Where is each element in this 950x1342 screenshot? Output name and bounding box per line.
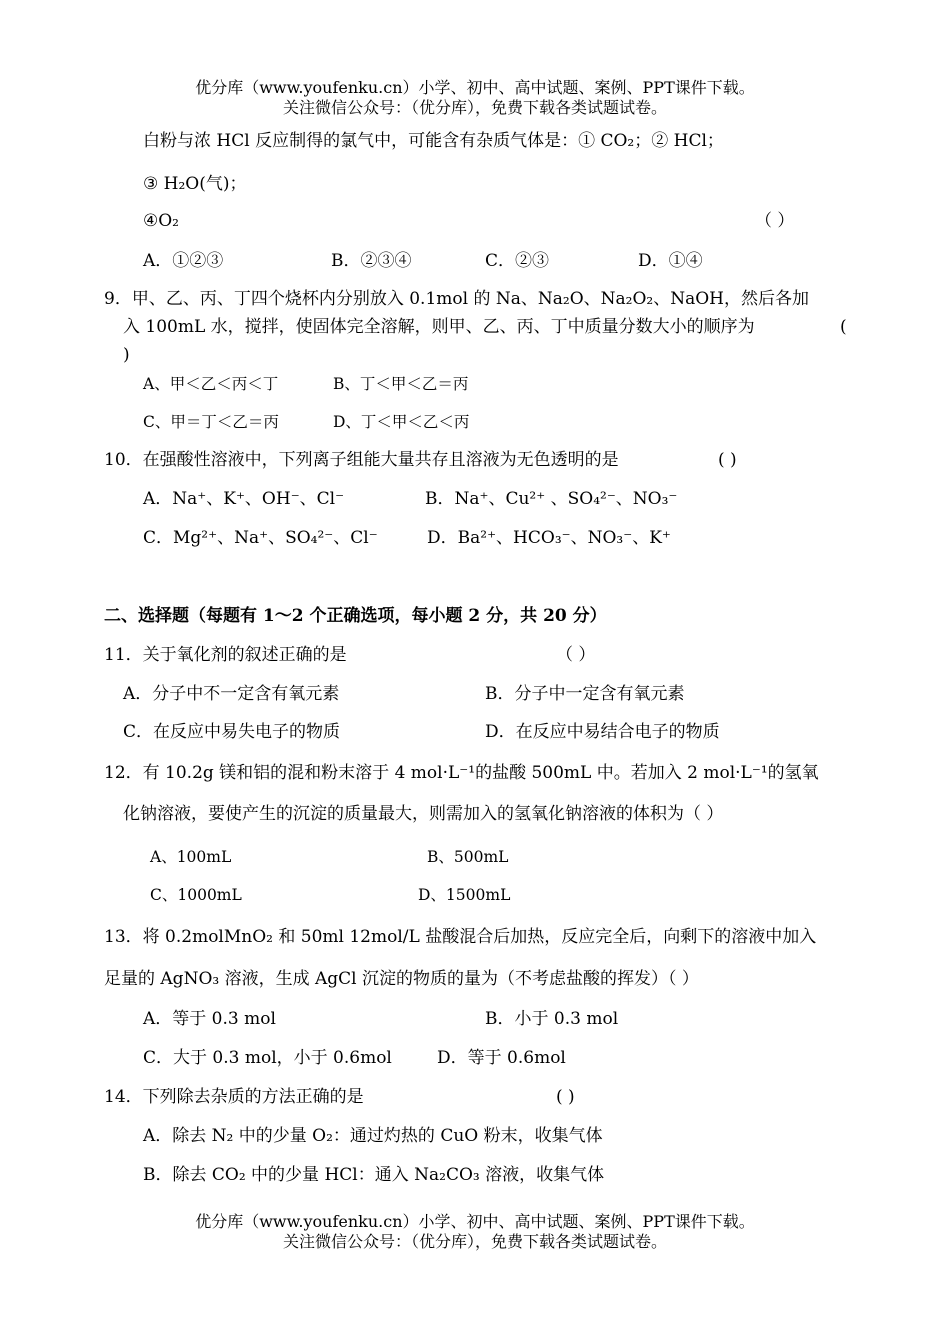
q12-option-d: D、1500mL bbox=[418, 886, 511, 904]
q11-option-c: C．在反应中易失电子的物质 bbox=[123, 722, 341, 742]
q13-option-b: B．小于 0.3 mol bbox=[485, 1009, 619, 1029]
q11-option-a: A．分子中不一定含有氧元素 bbox=[123, 684, 340, 704]
q10-option-a: A．Na⁺、K⁺、OH⁻、Cl⁻ bbox=[143, 489, 345, 509]
q11-answer-paren: （ ） bbox=[556, 645, 596, 665]
q13-option-a: A．等于 0.3 mol bbox=[143, 1009, 276, 1029]
q14-answer-paren: ( ) bbox=[556, 1087, 575, 1107]
q8-answer-paren: （ ） bbox=[755, 211, 795, 231]
q12-option-c: C、1000mL bbox=[150, 886, 242, 904]
q9-paren-open: ( bbox=[840, 317, 847, 337]
q10-stem: 10．在强酸性溶液中，下列离子组能大量共存且溶液为无色透明的是 bbox=[104, 450, 619, 470]
q8-option-c: C．②③ bbox=[485, 251, 550, 271]
q11-option-d: D．在反应中易结合电子的物质 bbox=[485, 722, 720, 742]
q9-option-b: B、丁＜甲＜乙＝丙 bbox=[333, 375, 469, 393]
footer-line-2: 关注微信公众号：（优分库），免费下载各类试题试卷。 bbox=[282, 1232, 667, 1251]
q11-stem: 11．关于氧化剂的叙述正确的是 bbox=[104, 645, 347, 665]
q12-option-a: A、100mL bbox=[150, 848, 232, 866]
q13-option-d: D．等于 0.6mol bbox=[437, 1048, 566, 1068]
q13-line-2: 足量的 AgNO₃ 溶液，生成 AgCl 沉淀的物质的量为（不考虑盐酸的挥发）（ ） bbox=[104, 969, 699, 989]
q12-line-1: 12．有 10.2g 镁和铝的混和粉末溶于 4 mol·L⁻¹的盐酸 500mL 中。若加入 2 mol·L⁻¹的氢氧 bbox=[104, 763, 819, 783]
q9-option-c: C、甲＝丁＜乙＝丙 bbox=[143, 413, 279, 431]
q13-line-1: 13．将 0.2molMnO₂ 和 50ml 12mol/L 盐酸混合后加热，反应完全后，向剩下的溶液中加入 bbox=[104, 927, 817, 947]
q9-option-a: A、甲＜乙＜丙＜丁 bbox=[143, 375, 279, 393]
q10-option-b: B．Na⁺、Cu²⁺ 、SO₄²⁻、NO₃⁻ bbox=[425, 489, 678, 509]
q8-item4: ④O₂ bbox=[143, 211, 179, 231]
q11-option-b: B．分子中一定含有氧元素 bbox=[485, 684, 685, 704]
q9-paren-close: ) bbox=[123, 345, 130, 365]
q9-line-1: 9．甲、乙、丙、丁四个烧杯内分别放入 0.1mol 的 Na、Na₂O、Na₂O₂、NaOH，然后各加 bbox=[104, 289, 809, 309]
footer-line-1: 优分库（www.youfenku.cn）小学、初中、高中试题、案例、PPT课件下载。 bbox=[195, 1212, 755, 1231]
q14-option-a: A．除去 N₂ 中的少量 O₂：通过灼热的 CuO 粉末，收集气体 bbox=[143, 1126, 603, 1146]
header-line-1: 优分库（www.youfenku.cn）小学、初中、高中试题、案例、PPT课件下载。 bbox=[195, 78, 755, 97]
q10-answer-paren: ( ) bbox=[718, 450, 737, 470]
q8-option-b: B．②③④ bbox=[331, 251, 412, 271]
q8-stem-cont: ③ H₂O(气)； bbox=[143, 174, 247, 194]
q13-option-c: C．大于 0.3 mol，小于 0.6mol bbox=[143, 1048, 392, 1068]
section-2-title: 二、选择题（每题有 1～2 个正确选项，每小题 2 分，共 20 分） bbox=[104, 606, 607, 626]
q8-option-a: A．①②③ bbox=[143, 251, 224, 271]
q8-stem: 白粉与浓 HCl 反应制得的氯气中，可能含有杂质气体是：① CO₂；② HCl； bbox=[143, 131, 724, 151]
q14-stem: 14．下列除去杂质的方法正确的是 bbox=[104, 1087, 364, 1107]
q14-option-b: B．除去 CO₂ 中的少量 HCl：通入 Na₂CO₃ 溶液，收集气体 bbox=[143, 1165, 605, 1185]
q9-option-d: D、丁＜甲＜乙＜丙 bbox=[333, 413, 470, 431]
q10-option-d: D．Ba²⁺、HCO₃⁻、NO₃⁻、K⁺ bbox=[427, 528, 671, 548]
q12-line-2: 化钠溶液，要使产生的沉淀的质量最大，则需加入的氢氧化钠溶液的体积为（ ） bbox=[123, 804, 724, 824]
header-line-2: 关注微信公众号：（优分库），免费下载各类试题试卷。 bbox=[282, 98, 667, 117]
q8-option-d: D．①④ bbox=[638, 251, 703, 271]
q12-option-b: B、500mL bbox=[427, 848, 509, 866]
q9-line-2: 入 100mL 水，搅拌，使固体完全溶解，则甲、乙、丙、丁中质量分数大小的顺序为 bbox=[123, 317, 755, 337]
q10-option-c: C．Mg²⁺、Na⁺、SO₄²⁻、Cl⁻ bbox=[143, 528, 378, 548]
